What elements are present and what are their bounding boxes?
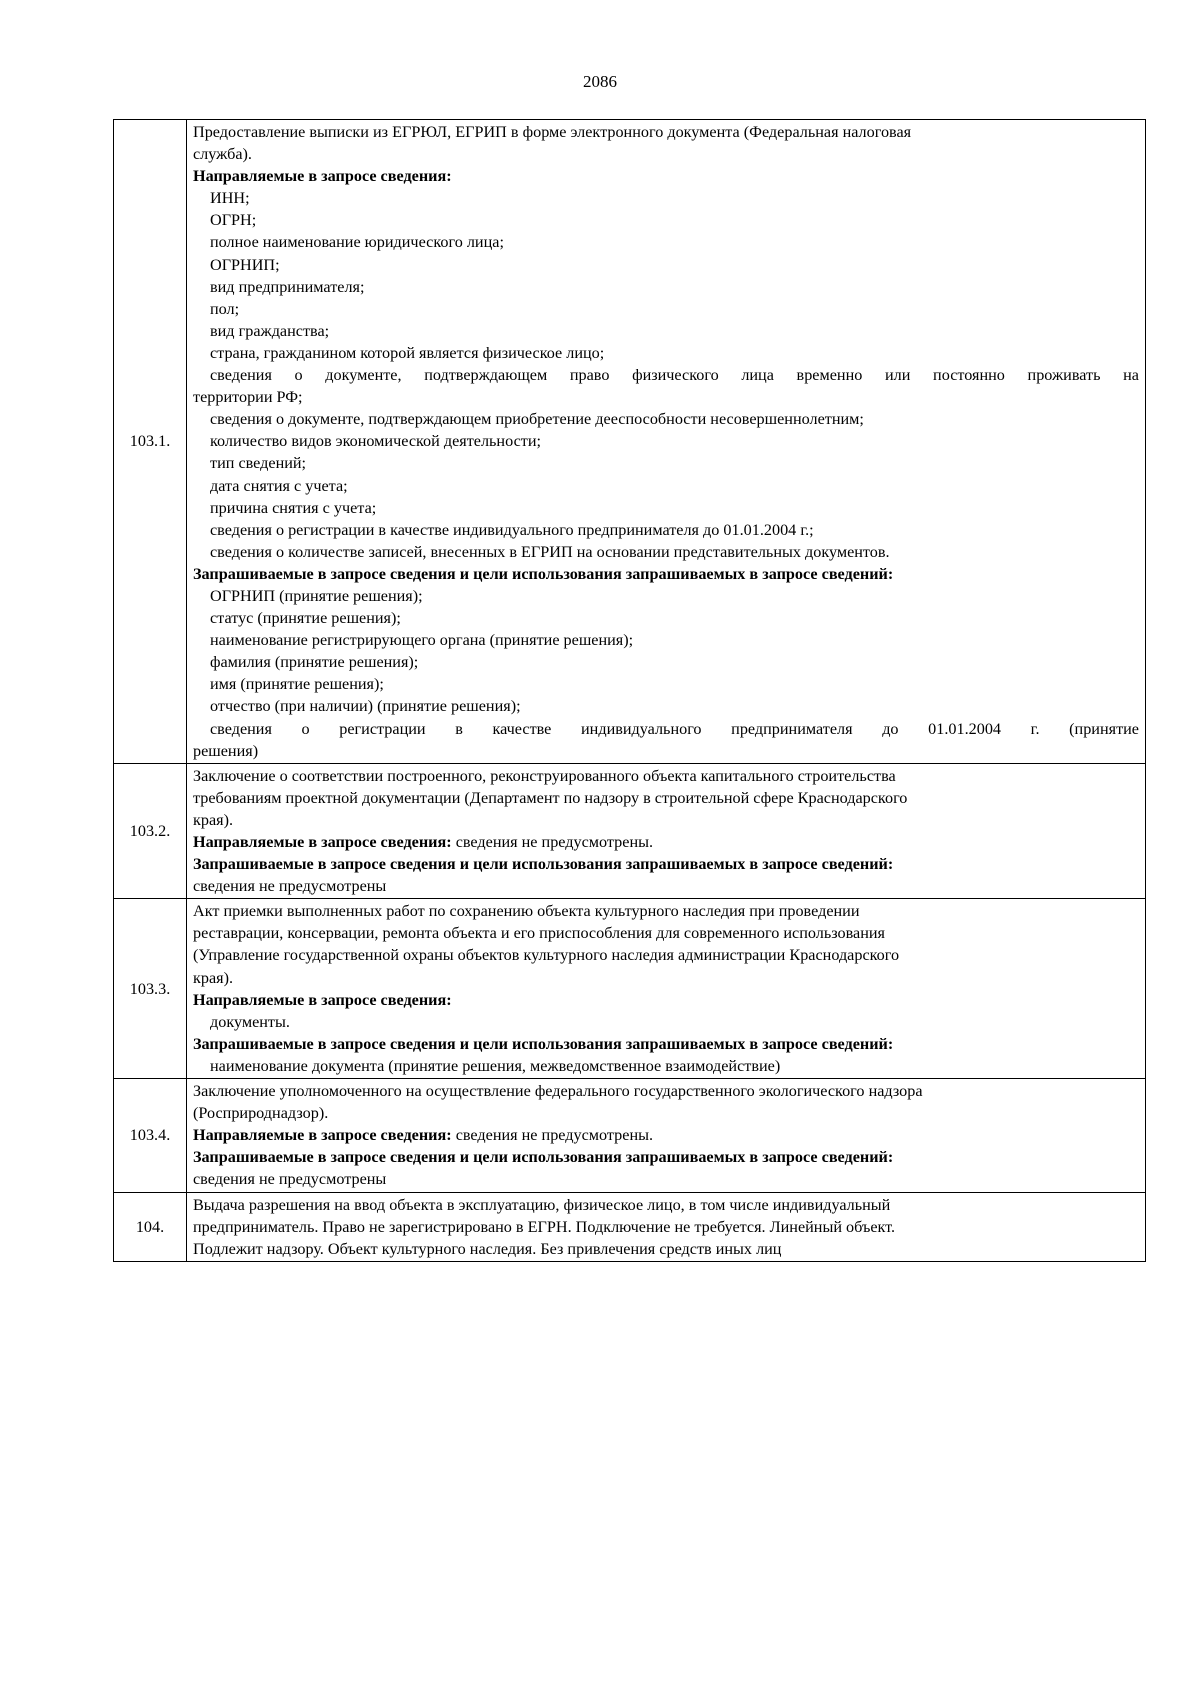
text-line: документы. <box>210 1012 290 1031</box>
text-line: сведения о документе, подтверждающем приобретение дееспособности несовершеннолетним; <box>210 410 864 429</box>
text-line: сведения о количестве записей, внесенных в ЕГРИП на основании представительных документов. <box>210 542 890 561</box>
text-line: (Управление государственной охраны объектов культурного наследия администрации Краснодарского <box>193 946 900 965</box>
text-line: ОГРНИП; <box>210 255 280 274</box>
text-line: (Росприроднадзор). <box>193 1104 329 1123</box>
text-line: решения) <box>193 741 259 760</box>
text-line: Направляемые в запросе сведения: сведения не предусмотрены. <box>193 1126 654 1145</box>
row-number: 103.4. <box>114 1079 187 1192</box>
text-line: Заключение о соответствии построенного, реконструированного объекта капитального строительства <box>193 766 896 785</box>
text-line: количество видов экономической деятельности; <box>210 432 542 451</box>
section-heading: Запрашиваемые в запросе сведения и цели использования запрашиваемых в запросе сведений: <box>193 855 894 874</box>
text-line: Подлежит надзору. Объект культурного наследия. Без привлечения средств иных лиц <box>193 1239 782 1258</box>
row-content <box>187 763 1146 899</box>
text-line: сведения о регистрации в качестве индивидуального предпринимателя до 01.01.2004 г.; <box>210 520 814 539</box>
row-content <box>187 1192 1146 1261</box>
text-line: дата снятия с учета; <box>210 476 348 495</box>
table-row <box>114 763 1146 899</box>
text-line: вид гражданства; <box>210 321 330 340</box>
text-line: реставрации, консервации, ремонта объекта и его приспособления для современного использования <box>193 924 885 943</box>
row-number: 103.3. <box>114 899 187 1079</box>
row-number: 103.2. <box>114 763 187 899</box>
text-line: Предоставление выписки из ЕГРЮЛ, ЕГРИП в форме электронного документа (Федеральная налоговая <box>193 123 912 141</box>
section-heading: Запрашиваемые в запросе сведения и цели использования запрашиваемых в запросе сведений: <box>193 1034 894 1053</box>
text-line: сведения не предусмотрены <box>193 877 387 896</box>
section-heading: Направляемые в запросе сведения: <box>193 167 452 186</box>
text-line: пол; <box>210 299 240 318</box>
text-line: имя (принятие решения); <box>210 675 384 694</box>
text-line: наименование регистрирующего органа (принятие решения); <box>210 631 634 650</box>
section-heading: Направляемые в запросе сведения: <box>193 990 452 1009</box>
row-number: 103.1. <box>114 120 187 764</box>
row-content <box>187 120 1146 764</box>
text-line: Акт приемки выполненных работ по сохранению объекта культурного наследия при проведении <box>193 902 860 921</box>
text-line: тип сведений; <box>210 454 307 473</box>
text-line: ИНН; <box>210 189 250 208</box>
text-line: предприниматель. Право не зарегистрировано в ЕГРН. Подключение не требуется. Линейный объект. <box>193 1217 896 1236</box>
table-row <box>114 120 1146 764</box>
text-line: вид предпринимателя; <box>210 277 365 296</box>
text-line: причина снятия с учета; <box>210 498 377 517</box>
table-row <box>114 1192 1146 1261</box>
table-body <box>114 120 1146 1262</box>
row-content <box>187 899 1146 1079</box>
page-number: 2086 <box>583 72 617 91</box>
text-line: страна, гражданином которой является физическое лицо; <box>210 343 605 362</box>
text-line: Заключение уполномоченного на осуществление федерального государственного экологического надзора <box>193 1082 923 1101</box>
text-line: края). <box>193 810 234 829</box>
text-line: требованиям проектной документации (Департамент по надзору в строительной сфере Краснодарского <box>193 788 908 807</box>
text-line: полное наименование юридического лица; <box>210 233 504 252</box>
text-line: Выдача разрешения на ввод объекта в эксплуатацию, физическое лицо, в том числе индивидуальный <box>193 1195 891 1214</box>
text-line: территории РФ; <box>193 388 303 407</box>
text-line: наименование документа (принятие решения, межведомственное взаимодействие) <box>210 1056 781 1075</box>
text-line: сведения о документе, подтверждающем право физического лица временно или постоянно проживать на <box>210 366 1139 385</box>
text-line: отчество (при наличии) (принятие решения); <box>210 697 521 716</box>
row-number: 104. <box>114 1192 187 1261</box>
table-row <box>114 1079 1146 1192</box>
table-row <box>114 899 1146 1079</box>
text-line: фамилия (принятие решения); <box>210 653 419 672</box>
services-table <box>113 119 1146 1262</box>
section-heading: Запрашиваемые в запросе сведения и цели использования запрашиваемых в запросе сведений: <box>193 564 894 583</box>
row-content <box>187 1079 1146 1192</box>
text-line: сведения о регистрации в качестве индивидуального предпринимателя до 01.01.2004 г. (принятие <box>210 719 1139 738</box>
section-heading: Запрашиваемые в запросе сведения и цели использования запрашиваемых в запросе сведений: <box>193 1148 894 1167</box>
text-line: ОГРНИП (принятие решения); <box>210 586 423 605</box>
text-line: статус (принятие решения); <box>210 609 401 628</box>
text-line: служба). <box>193 145 252 164</box>
text-line: ОГРН; <box>210 211 257 230</box>
text-line: сведения не предусмотрены <box>193 1170 387 1189</box>
text-line: края). <box>193 968 234 987</box>
text-line: Направляемые в запросе сведения: сведения не предусмотрены. <box>193 833 654 851</box>
